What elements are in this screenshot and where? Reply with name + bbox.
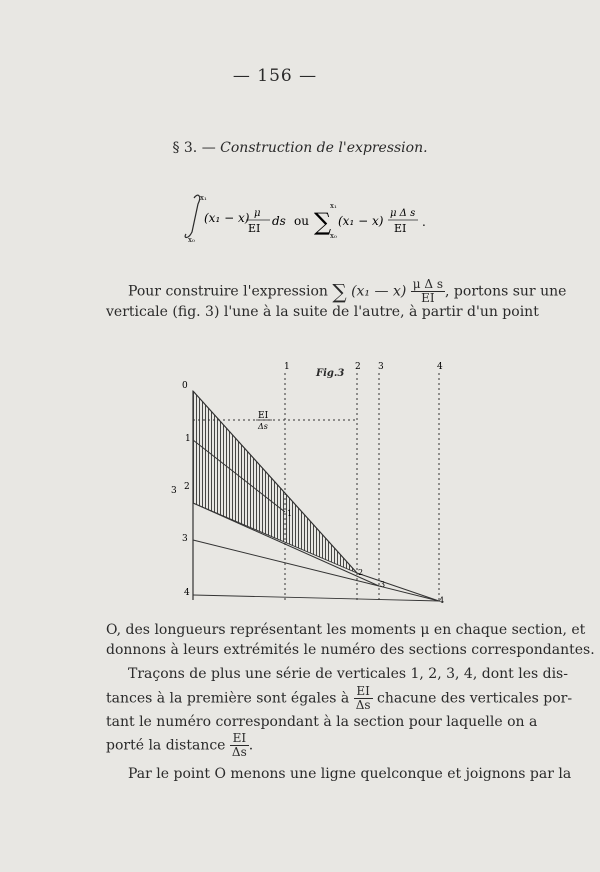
p1-text-b: (x₁ — x) [351,283,407,300]
paragraph3-line2 [106,684,573,712]
vertical-label-3: 3 [378,362,384,372]
diag-label-4: 4 [439,596,445,605]
bottom-line [193,595,440,601]
integral-lower: x₀ [188,236,195,244]
p3-fraction-2 [230,732,249,759]
p1-frac-num: μ Δ s [412,277,444,291]
formula-mu: μ [254,208,261,219]
sum-lower: x₀ [330,232,337,240]
vertical-label-1: 1 [284,362,290,372]
integral-upper: x₁ [200,194,207,202]
diag-label-2: 2 [358,568,364,577]
figure-3-diagram [150,355,470,615]
point-label-0: 0 [182,381,188,391]
point-label-4: 4 [184,588,190,598]
p1-text-a: Pour construire l'expression [128,283,328,300]
paragraph4-line1: Par le point O menons une ligne quelconque et joignons par la [128,766,572,782]
sum-upper: x₁ [330,202,337,210]
formula-ou: ou [294,214,309,228]
line-2-4 [357,573,439,601]
p3-fraction-1 [354,685,373,712]
sum-term: (x₁ − x) [338,214,384,228]
integrand: (x₁ − x) [204,211,250,225]
point-label-3: 3 [182,534,188,544]
paragraph1-line2: verticale (fig. 3) l'une à la suite de l'autre, à partir d'un point [106,304,539,320]
paragraph3-line4 [106,732,501,759]
p1-text-c: , portons sur une [445,283,567,300]
line-3-3 [193,540,379,586]
formula-EI: EI [248,222,261,235]
diag-label-3: 3 [380,580,386,589]
integral-sign [185,195,200,237]
formula [180,192,440,248]
diag-label-1: 1 [287,509,293,518]
sum-EI: EI [394,222,407,235]
p3-frac1-den: Δs [355,698,371,712]
paragraph3-line3: tant le numéro correspondant à la section pour laquelle on a [106,714,538,730]
p3-text-d: . [248,737,254,754]
sum-sign: ∑ [314,208,332,236]
annotation-den: Δs [258,422,268,431]
p3-frac2-num: EI [230,732,249,746]
p1-frac-den: EI [421,291,435,305]
section-title: Construction de l'expression. [220,140,428,156]
point-label-1: 1 [185,434,191,444]
paragraph1-line1 [128,277,567,305]
line-3-4 [379,586,439,601]
p3-frac1-num: EI [354,685,373,699]
p1-fraction [411,278,445,305]
vertical-label-2: 2 [355,362,361,372]
formula-mu-delta-s: μ Δ s [390,208,416,219]
paragraph3-line1: Traçons de plus une série de verticales 1, 2, 3, 4, dont les dis- [128,666,568,682]
p3-text-c: porté la distance [106,737,226,754]
p3-frac2-den: Δs [231,745,247,759]
point-label-extra: 3 [171,486,177,496]
formula-end: . [422,215,426,229]
vertical-label-4: 4 [437,362,443,372]
section-symbol: § 3. — [172,140,216,156]
sum-symbol: ∑ [332,279,347,304]
formula-graphic [180,192,440,244]
point-label-2: 2 [184,482,190,492]
page-number: — 156 — [232,66,318,86]
section-heading [0,140,600,156]
p3-text-b: chacune des verticales por- [377,690,573,707]
annotation-num: EI [258,411,269,421]
p3-text-a: tances à la première sont égales à [106,690,350,707]
paragraph2-line1: O, des longueurs représentant les moments μ en chaque section, et [106,622,586,638]
figure-label: Fig.3 [316,368,345,379]
paragraph2-line2: donnons à leurs extrémités le numéro des sections correspondantes. [106,642,595,658]
formula-ds: ds [272,214,286,228]
